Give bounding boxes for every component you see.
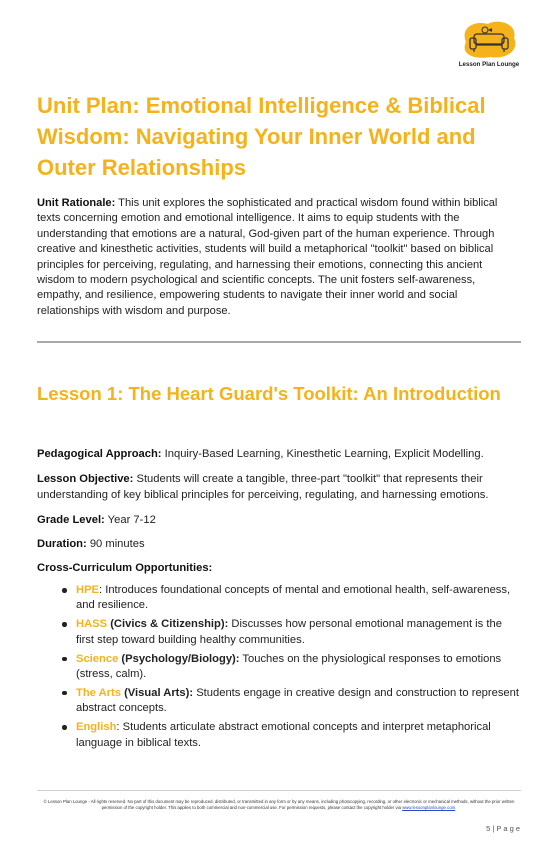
grade-text: Year 7-12 bbox=[104, 514, 156, 526]
page-number: 5 | P a g e bbox=[486, 824, 520, 833]
list-item bbox=[37, 686, 521, 717]
bullet-icon bbox=[62, 622, 67, 627]
copyright-text: © Lesson Plan Lounge - All rights reserved. No part of this document may be reproduced, distributed, or transmitted in any form or by any means, including photocopying, recording, or other electronic or mechanical methods, without the prior written permission of the copyright holder. This applies to both commercial and non-commercial use. For permission requests, please contact the copyright holder via bbox=[43, 799, 515, 810]
logo bbox=[455, 20, 523, 68]
rationale-text: This unit explores the sophisticated and practical wisdom found within biblical texts concerning emotion and emotional intelligence. It aims to equip students with the understanding that emotions are a natural, God-given part of the human experience. Through creative and kinesthetic activities, students will build a metaphorical "toolkit" based on biblical principles for perceiving, regulating, and harnessing their emotions, connecting this ancient wisdom to modern psychological and scientific concepts. The unit fosters self-awareness, empathy, and resilience, empowering students to navigate their inner world and social relationships with wisdom and purpose. bbox=[37, 197, 498, 317]
lesson-objective bbox=[37, 472, 521, 503]
approach-label: Pedagogical Approach: bbox=[37, 448, 162, 460]
bullet-icon bbox=[62, 691, 67, 696]
duration-text: 90 minutes bbox=[86, 538, 145, 550]
subject-name: HASS bbox=[76, 618, 108, 631]
subject-text: : Students articulate abstract emotional concepts and interpret metaphorical language in biblical texts. bbox=[76, 721, 491, 749]
footer-link[interactable]: www.lessonplanlounge.com bbox=[402, 805, 456, 810]
cross-curriculum-list bbox=[37, 583, 521, 755]
pedagogical-approach bbox=[37, 447, 521, 463]
list-item bbox=[37, 720, 521, 751]
unit-title: Unit Plan: Emotional Intelligence & Biblical Wisdom: Navigating Your Inner World and Outer Relationships bbox=[37, 93, 486, 180]
subject-qualifier: (Visual Arts): bbox=[120, 686, 194, 699]
subject-text: : Introduces foundational concepts of mental and emotional health, self-awareness, and resilience. bbox=[76, 584, 511, 612]
cross-label: Cross-Curriculum Opportunities: bbox=[37, 562, 213, 574]
lesson-title: Lesson 1: The Heart Guard's Toolkit: An Introduction bbox=[37, 383, 501, 404]
subject-qualifier: (Psychology/Biology): bbox=[118, 652, 240, 665]
cross-curriculum-heading bbox=[37, 561, 521, 577]
logo-text: Lesson Plan Lounge bbox=[458, 61, 520, 68]
list-item bbox=[37, 617, 521, 648]
list-item bbox=[37, 583, 521, 614]
bullet-icon bbox=[62, 725, 67, 730]
subject-text: Discusses how personal emotional management is the first step toward building healthy communities. bbox=[76, 618, 502, 646]
objective-label: Lesson Objective: bbox=[37, 473, 134, 485]
grade-level bbox=[37, 513, 521, 529]
bullet-icon bbox=[62, 588, 67, 593]
footer-divider bbox=[37, 790, 521, 791]
subject-name: HPE bbox=[76, 584, 100, 596]
section-divider bbox=[37, 341, 521, 343]
subject-name: Science bbox=[76, 652, 119, 665]
sofa-logo-icon bbox=[458, 20, 520, 60]
rationale-label: Unit Rationale: bbox=[37, 197, 116, 209]
bullet-icon bbox=[62, 657, 67, 662]
subject-qualifier: (Civics & Citizenship): bbox=[107, 618, 229, 631]
objective-text: Students will create a tangible, three-part "toolkit" that represents their understanding of key biblical principles for perceiving, regulating, and harnessing emotions. bbox=[37, 473, 489, 501]
grade-label: Grade Level: bbox=[37, 514, 105, 526]
subject-text: Touches on the physiological responses to emotions (stress, calm). bbox=[76, 652, 502, 681]
duration-label: Duration: bbox=[37, 538, 87, 550]
approach-text: Inquiry-Based Learning, Kinesthetic Learning, Explicit Modelling. bbox=[161, 448, 484, 460]
subject-text: Students engage in creative design and construction to represent abstract concepts. bbox=[76, 686, 519, 715]
duration bbox=[37, 537, 521, 553]
unit-rationale bbox=[37, 196, 517, 319]
list-item bbox=[37, 652, 521, 683]
copyright-footer: © Lesson Plan Lounge - All rights reserved. No part of this document may be reproduced, distributed, or transmitted in any form or by any means, including photocopying, recording, or other electronic or mechanical methods, without the prior written permission of the copyright holder. This applies to both commercial and non-commercial use. For permission requests, please contact the copyright holder via www.lessonplanlounge.com. bbox=[43, 799, 515, 810]
subject-name: The Arts bbox=[76, 686, 121, 699]
subject-name: English bbox=[76, 721, 117, 734]
